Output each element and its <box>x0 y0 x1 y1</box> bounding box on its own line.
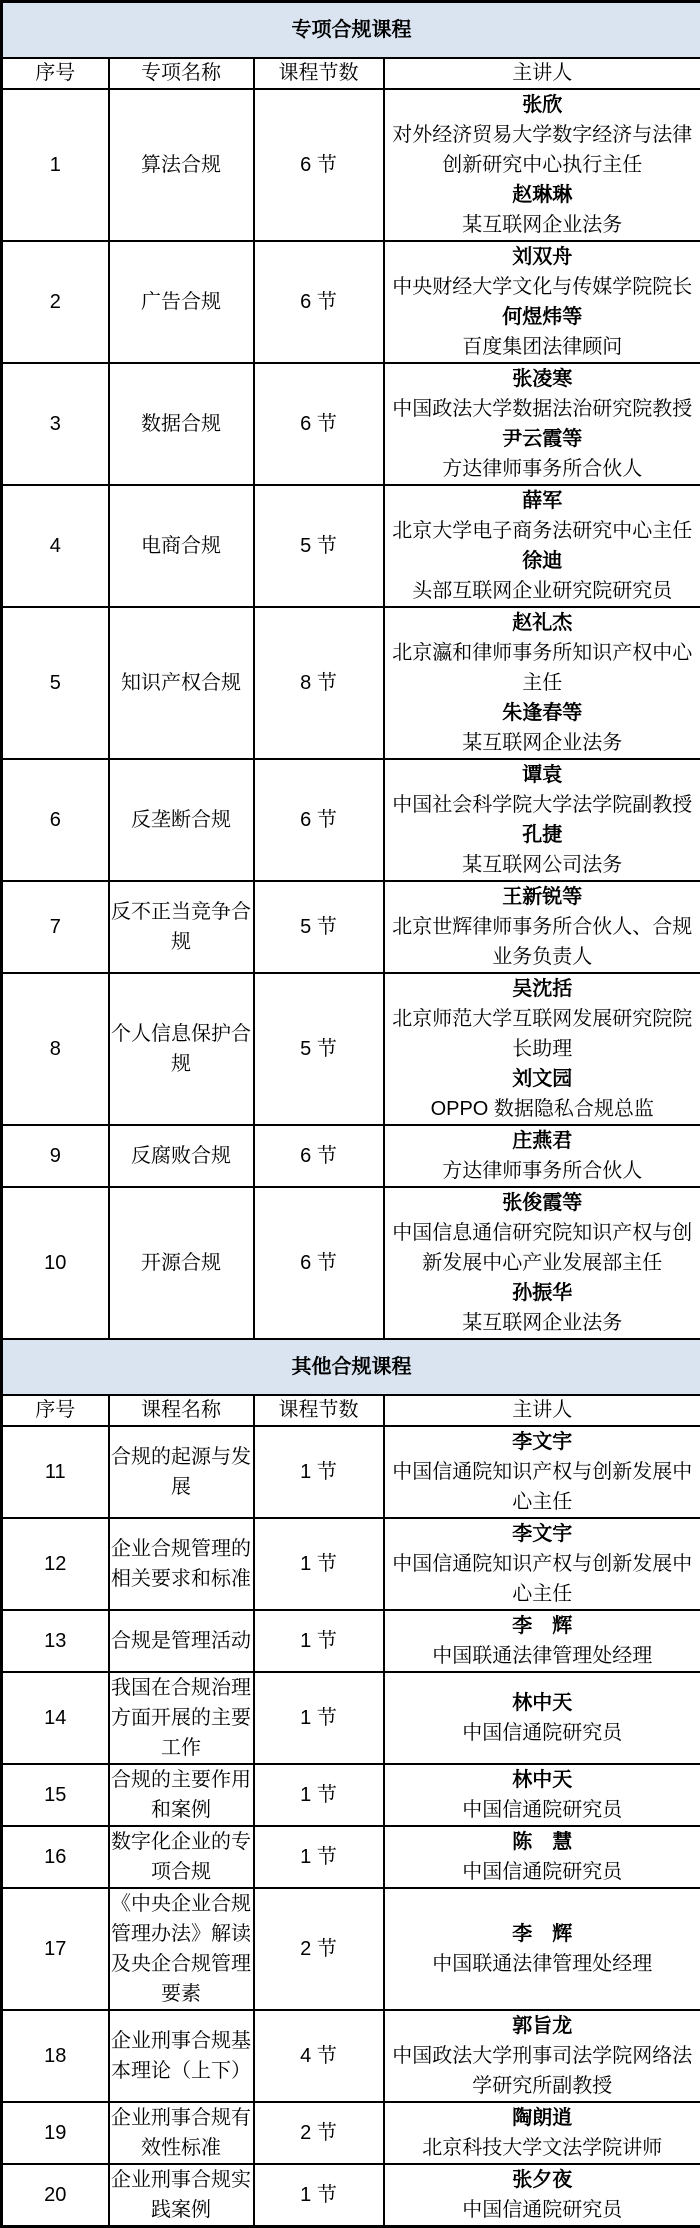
row-number-cell: 6 <box>2 759 109 881</box>
table-row <box>2 973 700 1125</box>
sessions-count-cell: 1 节 <box>254 1426 384 1518</box>
course-name-cell: 企业刑事合规基本理论（上下） <box>109 2010 254 2102</box>
speaker-title: 百度集团法律顾问 <box>385 332 700 362</box>
sessions-count-cell: 5 节 <box>254 485 384 607</box>
course-name-cell: 知识产权合规 <box>109 607 254 759</box>
column-header: 专项名称 <box>109 58 254 89</box>
table-row <box>2 485 700 607</box>
speaker-name: 林中天 <box>385 1765 700 1795</box>
speaker-name: 张凌寒 <box>385 364 700 394</box>
speaker-title: 北京世辉律师事务所合伙人、合规业务负责人 <box>385 912 700 972</box>
row-number-cell: 1 <box>2 89 109 241</box>
course-name-cell: 开源合规 <box>109 1187 254 1339</box>
speaker-title: 某互联网企业法务 <box>385 210 700 240</box>
speaker-name: 尹云霞等 <box>385 424 700 454</box>
speaker-title: 中国信息通信研究院知识产权与创新发展中心产业发展部主任 <box>385 1218 700 1278</box>
course-name-cell: 《中央企业合规管理办法》解读及央企合规管理要素 <box>109 1888 254 2010</box>
speaker-title: 中国信通院研究员 <box>385 2195 700 2225</box>
table-row <box>2 89 700 241</box>
sessions-count-cell: 1 节 <box>254 1826 384 1888</box>
row-number-cell: 3 <box>2 363 109 485</box>
row-number-cell: 16 <box>2 1826 109 1888</box>
speaker-name: 张夕夜 <box>385 2165 700 2195</box>
speaker-name: 李 辉 <box>385 1611 700 1641</box>
table-row <box>2 1672 700 1764</box>
course-name-cell: 反垄断合规 <box>109 759 254 881</box>
table-row <box>2 241 700 363</box>
speaker-name: 赵礼杰 <box>385 608 700 638</box>
table-row <box>2 1187 700 1339</box>
speakers-cell <box>384 881 700 973</box>
table-row <box>2 607 700 759</box>
row-number-cell: 11 <box>2 1426 109 1518</box>
speakers-cell <box>384 2102 700 2164</box>
speaker-name: 郭旨龙 <box>385 2011 700 2041</box>
row-number-cell: 13 <box>2 1610 109 1672</box>
table-row <box>2 1426 700 1518</box>
table-row <box>2 881 700 973</box>
row-number-cell: 12 <box>2 1518 109 1610</box>
row-number-cell: 7 <box>2 881 109 973</box>
sessions-count-cell: 6 节 <box>254 759 384 881</box>
sessions-count-cell: 8 节 <box>254 607 384 759</box>
row-number-cell: 18 <box>2 2010 109 2102</box>
speaker-title: 某互联网公司法务 <box>385 850 700 880</box>
row-number-cell: 19 <box>2 2102 109 2164</box>
course-name-cell: 合规是管理活动 <box>109 1610 254 1672</box>
speaker-name: 徐迪 <box>385 546 700 576</box>
speaker-name: 陶朗逍 <box>385 2103 700 2133</box>
table-row <box>2 2102 700 2164</box>
speakers-cell <box>384 1426 700 1518</box>
sessions-count-cell: 1 节 <box>254 1610 384 1672</box>
speakers-cell <box>384 1672 700 1764</box>
section-row <box>2 1339 700 1395</box>
speaker-title: 中国社会科学院大学法学院副教授 <box>385 790 700 820</box>
column-header: 课程节数 <box>254 58 384 89</box>
table-row <box>2 1888 700 2010</box>
course-name-cell: 数据合规 <box>109 363 254 485</box>
column-header: 课程名称 <box>109 1395 254 1426</box>
course-name-cell: 数字化企业的专项合规 <box>109 1826 254 1888</box>
speakers-cell <box>384 1764 700 1826</box>
speakers-cell <box>384 1518 700 1610</box>
speakers-cell <box>384 607 700 759</box>
speakers-cell <box>384 2164 700 2227</box>
sessions-count-cell: 5 节 <box>254 973 384 1125</box>
course-table-body <box>2 2 700 2227</box>
speaker-title: 中国联通法律管理处经理 <box>385 1949 700 1979</box>
course-name-cell: 合规的起源与发展 <box>109 1426 254 1518</box>
table-row <box>2 1518 700 1610</box>
row-number-cell: 4 <box>2 485 109 607</box>
speakers-cell <box>384 241 700 363</box>
speakers-cell <box>384 973 700 1125</box>
speaker-name: 孙振华 <box>385 1278 700 1308</box>
speakers-cell <box>384 363 700 485</box>
course-name-cell: 反不正当竞争合规 <box>109 881 254 973</box>
speaker-name: 李 辉 <box>385 1919 700 1949</box>
speaker-name: 庄燕君 <box>385 1126 700 1156</box>
speaker-title: 中国政法大学数据法治研究院教授 <box>385 394 700 424</box>
sessions-count-cell: 1 节 <box>254 1672 384 1764</box>
course-name-cell: 广告合规 <box>109 241 254 363</box>
table-row <box>2 2164 700 2227</box>
section-row <box>2 2 700 59</box>
column-header: 序号 <box>2 1395 109 1426</box>
sessions-count-cell: 6 节 <box>254 363 384 485</box>
speaker-name: 刘双舟 <box>385 242 700 272</box>
speaker-name: 孔捷 <box>385 820 700 850</box>
course-name-cell: 企业刑事合规实践案例 <box>109 2164 254 2227</box>
sessions-count-cell: 6 节 <box>254 89 384 241</box>
speaker-title: 中央财经大学文化与传媒学院院长 <box>385 272 700 302</box>
speakers-cell <box>384 1125 700 1187</box>
speaker-name: 何煜炜等 <box>385 302 700 332</box>
speaker-title: 方达律师事务所合伙人 <box>385 1156 700 1186</box>
sessions-count-cell: 6 节 <box>254 241 384 363</box>
speaker-title: 中国信通院研究员 <box>385 1857 700 1887</box>
sessions-count-cell: 1 节 <box>254 1518 384 1610</box>
sessions-count-cell: 2 节 <box>254 1888 384 2010</box>
speaker-title: 头部互联网企业研究院研究员 <box>385 576 700 606</box>
sessions-count-cell: 6 节 <box>254 1187 384 1339</box>
column-header: 主讲人 <box>384 1395 700 1426</box>
row-number-cell: 10 <box>2 1187 109 1339</box>
speakers-cell <box>384 1187 700 1339</box>
speakers-cell <box>384 759 700 881</box>
speaker-title: 北京科技大学文法学院讲师 <box>385 2133 700 2163</box>
course-name-cell: 合规的主要作用和案例 <box>109 1764 254 1826</box>
sessions-count-cell: 1 节 <box>254 2164 384 2227</box>
course-name-cell: 我国在合规治理方面开展的主要工作 <box>109 1672 254 1764</box>
speaker-name: 朱逢春等 <box>385 698 700 728</box>
speaker-name: 王新锐等 <box>385 882 700 912</box>
table-row <box>2 363 700 485</box>
course-name-cell: 企业刑事合规有效性标准 <box>109 2102 254 2164</box>
row-number-cell: 5 <box>2 607 109 759</box>
table-row <box>2 759 700 881</box>
speaker-title: 某互联网企业法务 <box>385 728 700 758</box>
speaker-name: 赵琳琳 <box>385 180 700 210</box>
course-name-cell: 个人信息保护合规 <box>109 973 254 1125</box>
speaker-title: 方达律师事务所合伙人 <box>385 454 700 484</box>
table-row <box>2 1764 700 1826</box>
speaker-title: 中国政法大学刑事司法学院网络法学研究所副教授 <box>385 2041 700 2101</box>
speaker-name: 刘文园 <box>385 1064 700 1094</box>
speakers-cell <box>384 485 700 607</box>
speaker-name: 李文宇 <box>385 1519 700 1549</box>
table-row <box>2 1610 700 1672</box>
speaker-name: 张俊霞等 <box>385 1188 700 1218</box>
speaker-name: 林中天 <box>385 1688 700 1718</box>
speaker-title: 中国信通院知识产权与创新发展中心主任 <box>385 1549 700 1609</box>
column-header: 主讲人 <box>384 58 700 89</box>
speakers-cell <box>384 2010 700 2102</box>
row-number-cell: 8 <box>2 973 109 1125</box>
sessions-count-cell: 6 节 <box>254 1125 384 1187</box>
speaker-title: 中国信通院研究员 <box>385 1718 700 1748</box>
course-name-cell: 企业合规管理的相关要求和标准 <box>109 1518 254 1610</box>
speaker-name: 吴沈括 <box>385 974 700 1004</box>
course-name-cell: 电商合规 <box>109 485 254 607</box>
row-number-cell: 9 <box>2 1125 109 1187</box>
speakers-cell <box>384 89 700 241</box>
row-number-cell: 15 <box>2 1764 109 1826</box>
speaker-name: 张欣 <box>385 90 700 120</box>
speaker-name: 陈 慧 <box>385 1827 700 1857</box>
row-number-cell: 14 <box>2 1672 109 1764</box>
speaker-title: 中国信通院知识产权与创新发展中心主任 <box>385 1457 700 1517</box>
speaker-name: 李文宇 <box>385 1427 700 1457</box>
speaker-name: 谭袁 <box>385 760 700 790</box>
row-number-cell: 20 <box>2 2164 109 2227</box>
speaker-name: 薛军 <box>385 486 700 516</box>
speaker-title: OPPO 数据隐私合规总监 <box>385 1094 700 1124</box>
column-header-row <box>2 58 700 89</box>
speakers-cell <box>384 1610 700 1672</box>
row-number-cell: 2 <box>2 241 109 363</box>
table-row <box>2 1826 700 1888</box>
column-header-row <box>2 1395 700 1426</box>
speakers-cell <box>384 1888 700 2010</box>
row-number-cell: 17 <box>2 1888 109 2010</box>
speaker-title: 北京大学电子商务法研究中心主任 <box>385 516 700 546</box>
speaker-title: 对外经济贸易大学数字经济与法律创新研究中心执行主任 <box>385 120 700 180</box>
speaker-title: 中国联通法律管理处经理 <box>385 1641 700 1671</box>
course-name-cell: 反腐败合规 <box>109 1125 254 1187</box>
sessions-count-cell: 2 节 <box>254 2102 384 2164</box>
sessions-count-cell: 5 节 <box>254 881 384 973</box>
speaker-title: 中国信通院研究员 <box>385 1795 700 1825</box>
speaker-title: 某互联网企业法务 <box>385 1308 700 1338</box>
table-row <box>2 1125 700 1187</box>
sessions-count-cell: 1 节 <box>254 1764 384 1826</box>
section-title: 专项合规课程 <box>2 2 700 59</box>
course-name-cell: 算法合规 <box>109 89 254 241</box>
table-row <box>2 2010 700 2102</box>
speaker-title: 北京瀛和律师事务所知识产权中心主任 <box>385 638 700 698</box>
column-header: 序号 <box>2 58 109 89</box>
section-title: 其他合规课程 <box>2 1339 700 1395</box>
speaker-title: 北京师范大学互联网发展研究院院长助理 <box>385 1004 700 1064</box>
column-header: 课程节数 <box>254 1395 384 1426</box>
sessions-count-cell: 4 节 <box>254 2010 384 2102</box>
speakers-cell <box>384 1826 700 1888</box>
